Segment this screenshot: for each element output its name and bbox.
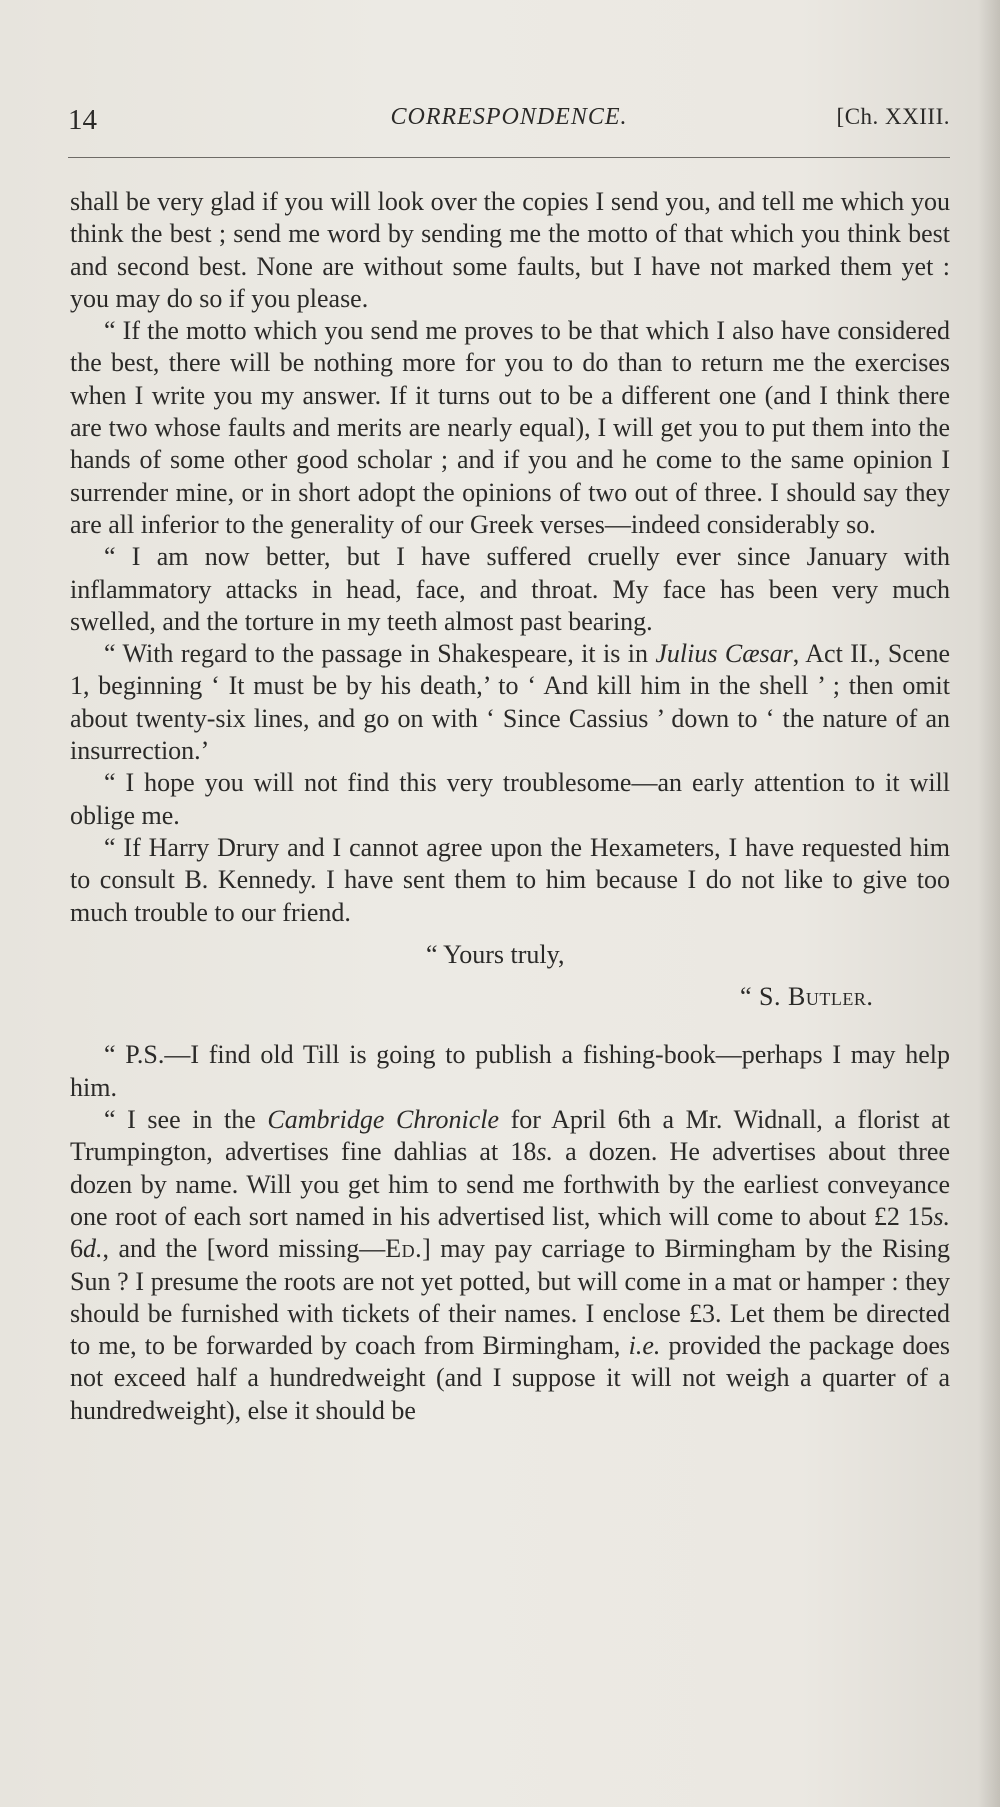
letter-body [70, 186, 950, 1427]
paragraph-4-text-b: , Act II., Scene 1, beginning ‘ It must be by his death,’ to ‘ And kill him in the shell ’ ; then omit about twenty-six lines, and go on with ‘ Since Cassius ’ down to ‘ the nature of an insurrection.’ [70, 639, 950, 766]
header-rule [68, 157, 950, 158]
paragraph-2: “ If the motto which you send me proves to be that which I also have considered the best, there will be nothing more for you to do than to return me the exercises when I write you my answer. If it turns out to be a different one (and I think there are two whose faults and merits are nearly equal), I will get you to put them into the hands of some other good scholar ; and if you and he come to the same opinion I surrender mine, or in short adopt the opinions of two out of three. I should say they are all inferior to the generality of our Greek verses—indeed considerably so. [70, 316, 950, 539]
shilling-abbrev-2: s. [933, 1201, 950, 1231]
paragraph-8-text-a: “ I see in the [104, 1105, 268, 1135]
paragraph-8-text-d: 6 [70, 1234, 83, 1264]
postscript: “ P.S.—I find old Till is going to publish a fishing-book—perhaps I may help him. [70, 1040, 950, 1102]
page-header [68, 100, 950, 140]
running-title: CORRESPONDENCE. [390, 104, 628, 130]
paragraph-1: shall be very glad if you will look over the copies I send you, and tell me which you think the best ; send me word by sending me the motto of that which you think best and second best. None are without some faults, but I have not marked them yet : you may do so if you please. [70, 187, 950, 313]
paragraph-8-text-f: ] may pay carriage to Birmingham by the Rising Sun ? I presume the roots are not yet potted, but will come in a mat or hamper : they should be furnished with tickets of their names. I enclose £3. Let them be directed to me, to be forwarded by coach from Birmingham, [70, 1234, 950, 1361]
paragraph-3: “ I am now better, but I have suffered cruelly ever since January with inflammatory attacks in head, face, and throat. My face has been very much swelled, and the torture in my teeth almost past bearing. [70, 542, 950, 636]
paragraph-8-text-c: a dozen. He advertises about three dozen by name. Will you get him to send me forthwith by the earliest conveyance one root of each sort named in his advertised list, which will come to about £2 15 [70, 1137, 950, 1231]
newspaper-title: Cambridge Chronicle [267, 1105, 500, 1135]
paragraph-6: “ If Harry Drury and I cannot agree upon the Hexameters, I have requested him to consult B. Kennedy. I have sent them to him because I do not like to give too much trouble to our friend. [70, 832, 950, 927]
paragraph-8-text-e: , and the [word missing— [102, 1234, 386, 1264]
page-edge-shadow [978, 0, 1000, 1807]
paragraph-4 [70, 638, 950, 767]
chapter-label: [Ch. XXIII. [836, 104, 950, 129]
play-title: Julius Cæsar [655, 639, 793, 669]
pence-abbrev: d. [83, 1234, 103, 1264]
paragraph-4-text-a: “ With regard to the passage in Shakespeare, it is in [104, 639, 656, 669]
signature: “ S. Butler. [740, 982, 874, 1012]
closing-line: “ Yours truly, [426, 939, 565, 969]
paragraph-8 [70, 1104, 950, 1427]
paragraph-8-text-b: for April 6th a Mr. Widnall, a florist at Trumpington, advertises fine dahlias at 18 [70, 1105, 950, 1167]
paragraph-5: “ I hope you will not find this very troublesome—an early attention to it will oblige me. [70, 768, 950, 830]
editor-abbrev: Ed. [385, 1234, 423, 1264]
ie-abbrev: i.e. [628, 1331, 661, 1361]
paragraph-8-text-g: provided the package does not exceed half a hundredweight (and I suppose it will not weigh a quarter of a hundredweight), else it should be [70, 1331, 950, 1425]
shilling-abbrev-1: s. [536, 1137, 553, 1167]
page-number: 14 [68, 104, 97, 136]
